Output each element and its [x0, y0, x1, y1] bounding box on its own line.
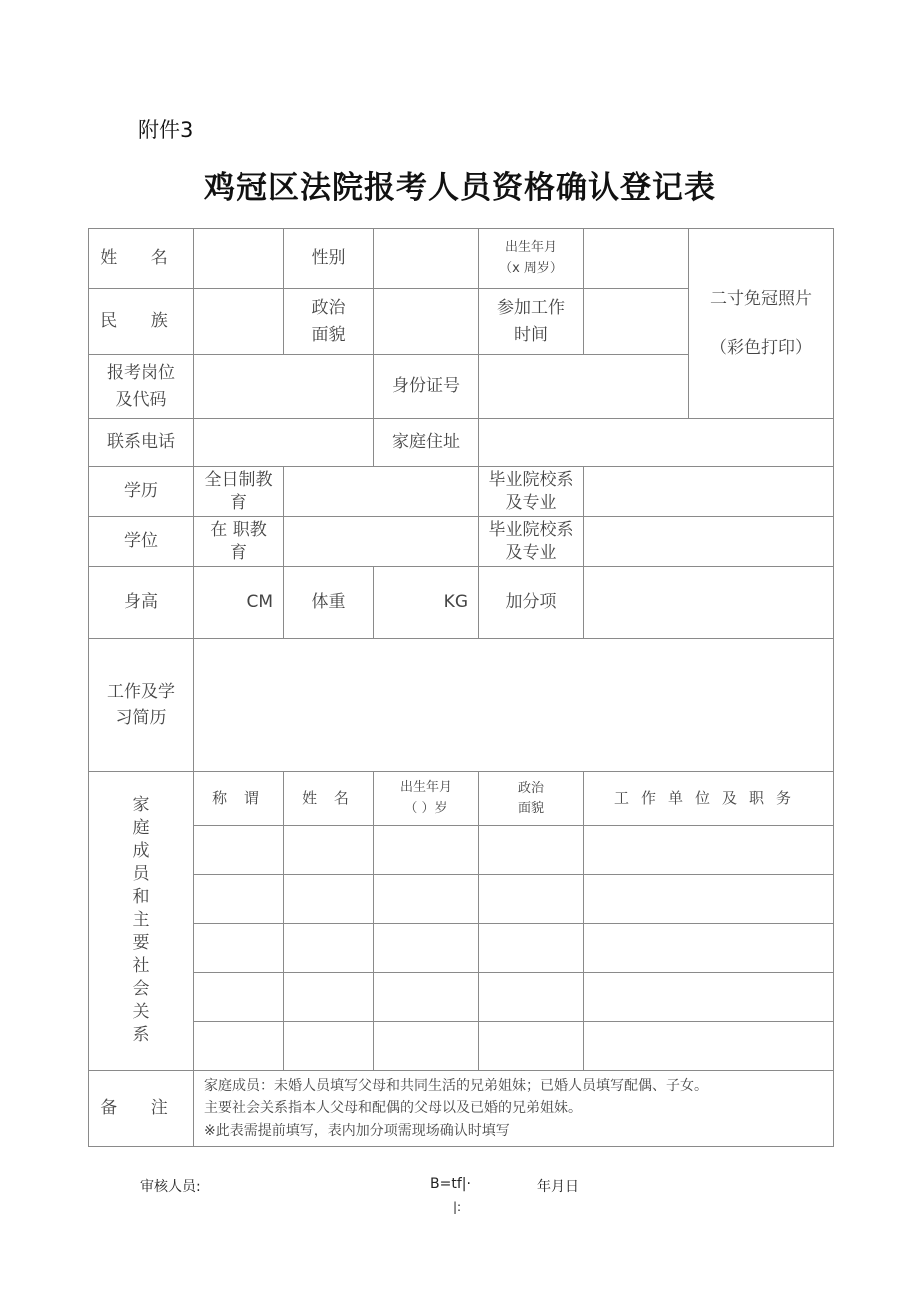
education-label: 学历: [89, 467, 194, 517]
fulltime-input-cell[interactable]: [284, 467, 479, 517]
school-label-fulltime: 毕业院校系及专业: [479, 467, 584, 517]
family-cell[interactable]: [479, 924, 584, 973]
family-header-name: 姓 名: [284, 772, 374, 826]
family-cell[interactable]: [374, 875, 479, 924]
family-cell[interactable]: [584, 924, 834, 973]
school-fulltime-input-cell[interactable]: [584, 467, 834, 517]
family-row: [89, 973, 834, 1022]
birth-label: 出生年月 （x 周岁）: [479, 229, 584, 289]
family-cell[interactable]: [374, 924, 479, 973]
family-cell[interactable]: [479, 875, 584, 924]
family-row: [89, 924, 834, 973]
gender-input-cell[interactable]: [374, 229, 479, 289]
height-input-cell[interactable]: CM: [194, 567, 284, 639]
date-label: 年月日: [537, 1179, 579, 1195]
family-cell[interactable]: [374, 973, 479, 1022]
family-cell[interactable]: [284, 875, 374, 924]
degree-label: 学位: [89, 517, 194, 567]
position-label: 报考岗位及代码: [89, 355, 194, 419]
family-cell[interactable]: [194, 924, 284, 973]
school-label-inservice: 毕业院校系及专业: [479, 517, 584, 567]
family-cell[interactable]: [584, 1022, 834, 1071]
family-cell[interactable]: [284, 924, 374, 973]
family-cell[interactable]: [584, 973, 834, 1022]
family-header-work: 工作单位及职务: [584, 772, 834, 826]
remarks-label: 备 注: [89, 1071, 194, 1147]
reviewer-label: 审核人员:: [140, 1179, 201, 1195]
family-cell[interactable]: [284, 973, 374, 1022]
family-cell[interactable]: [194, 875, 284, 924]
address-label: 家庭住址: [374, 419, 479, 467]
family-cell[interactable]: [284, 1022, 374, 1071]
work-start-input-cell[interactable]: [584, 289, 689, 355]
school-inservice-input-cell[interactable]: [584, 517, 834, 567]
name-label: 姓 名: [89, 229, 194, 289]
gender-label: 性别: [284, 229, 374, 289]
family-cell[interactable]: [374, 826, 479, 875]
photo-box[interactable]: 二寸免冠照片 （彩色打印）: [689, 229, 834, 419]
bonus-input-cell[interactable]: [584, 567, 834, 639]
family-cell[interactable]: [479, 826, 584, 875]
remarks-text: [194, 1071, 834, 1147]
id-label: 身份证号: [374, 355, 479, 419]
footer-mark: B=tf|·: [430, 1176, 471, 1192]
phone-input-cell[interactable]: [194, 419, 374, 467]
weight-input-cell[interactable]: KG: [374, 567, 479, 639]
phone-label: 联系电话: [89, 419, 194, 467]
weight-label: 体重: [284, 567, 374, 639]
family-cell[interactable]: [374, 1022, 479, 1071]
bonus-label: 加分项: [479, 567, 584, 639]
family-header-relation: 称 谓: [194, 772, 284, 826]
address-input-cell[interactable]: [479, 419, 834, 467]
inservice-label: 在 职教 育: [194, 517, 284, 567]
family-cell[interactable]: [479, 1022, 584, 1071]
family-cell[interactable]: [194, 1022, 284, 1071]
name-input-cell[interactable]: [194, 229, 284, 289]
resume-label: 工作及学习简历: [89, 639, 194, 772]
family-cell[interactable]: [479, 973, 584, 1022]
footer-mark-2: |:: [453, 1200, 462, 1214]
family-header-political: 政治面貌: [479, 772, 584, 826]
inservice-input-cell[interactable]: [284, 517, 479, 567]
political-input-cell[interactable]: [374, 289, 479, 355]
work-start-label: 参加工作时间: [479, 289, 584, 355]
political-label: 政治面貌: [284, 289, 374, 355]
remarks-line: 家庭成员：未婚人员填写父母和共同生活的兄弟姐妹；已婚人员填写配偶、子女。: [204, 1078, 708, 1094]
family-cell[interactable]: [194, 826, 284, 875]
position-input-cell[interactable]: [194, 355, 374, 419]
height-label: 身高: [89, 567, 194, 639]
family-cell[interactable]: [284, 826, 374, 875]
remarks-line: 主要社会关系指本人父母和配偶的父母以及已婚的兄弟姐妹。: [204, 1100, 582, 1117]
family-label: 家庭成员和主要社会关系: [89, 772, 194, 1071]
resume-input-cell[interactable]: [194, 639, 834, 772]
ethnicity-label: 民 族: [89, 289, 194, 355]
id-input-cell[interactable]: [479, 355, 689, 419]
family-row: [89, 826, 834, 875]
family-header-birth: 出生年月 （ ）岁: [374, 772, 479, 826]
ethnicity-input-cell[interactable]: [194, 289, 284, 355]
fulltime-label: 全日制教 育: [194, 467, 284, 517]
family-row: [89, 875, 834, 924]
family-cell[interactable]: [584, 875, 834, 924]
attachment-label: 附件3: [138, 118, 194, 142]
family-row: [89, 1022, 834, 1071]
registration-form-table: [88, 228, 834, 1147]
family-cell[interactable]: [194, 973, 284, 1022]
remarks-line: ※此表需提前填写，表内加分项需现场确认时填写: [204, 1122, 510, 1139]
family-cell[interactable]: [584, 826, 834, 875]
birth-input-cell[interactable]: [584, 229, 689, 289]
form-title: 鸡冠区法院报考人员资格确认登记表: [204, 170, 716, 206]
